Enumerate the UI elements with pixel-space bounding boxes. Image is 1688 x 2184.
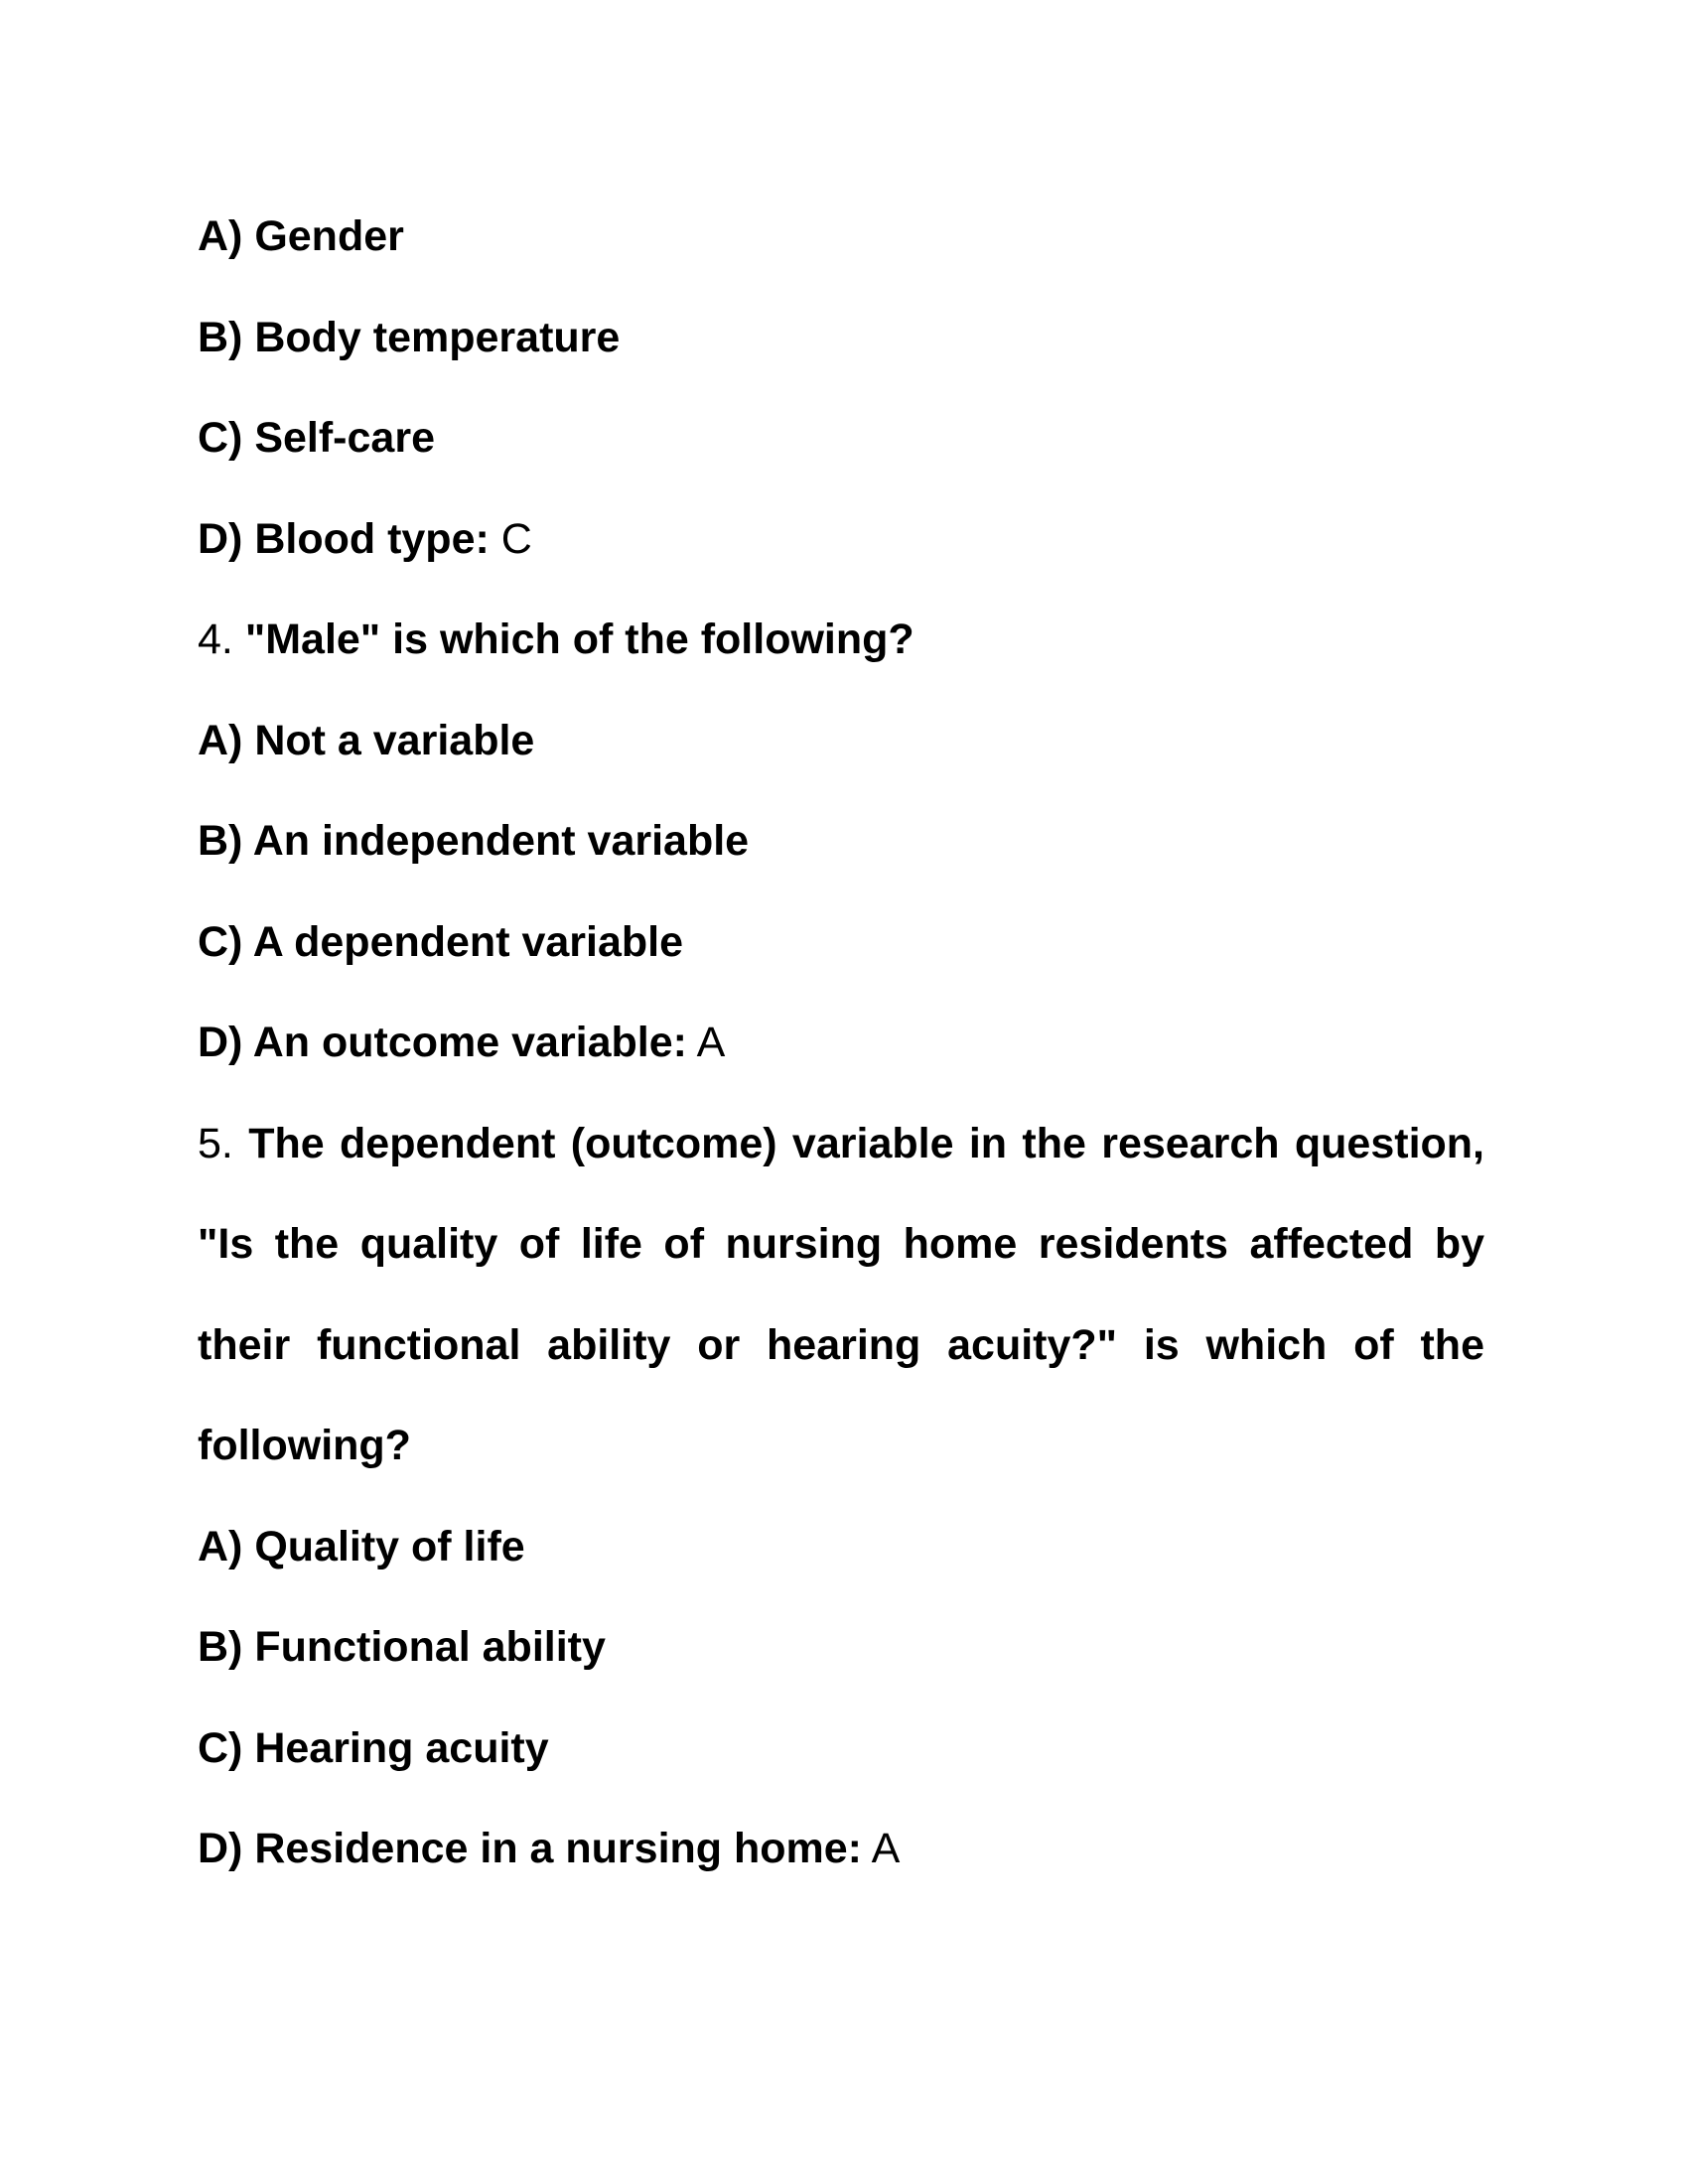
q5-text: The dependent (outcome) variable in the research question, "Is the quality of life of nursing home residents affected by their functional ability or hearing acuity?" is which of the following? <box>198 1119 1485 1469</box>
q3-option-d-label: D) Blood type: <box>198 514 490 563</box>
q5-question <box>198 1094 1484 1497</box>
q4-question <box>198 590 1484 691</box>
document-page <box>198 187 1484 1900</box>
q4-number: 4. <box>198 615 233 663</box>
q5-option-c: C) Hearing acuity <box>198 1723 549 1772</box>
q3-option-d <box>198 489 1484 591</box>
q4-option-d-label: D) An outcome variable: <box>198 1019 687 1066</box>
q4-option-b: B) An independent variable <box>198 817 750 865</box>
q5-option-d-label: D) Residence in a nursing home: <box>198 1825 862 1872</box>
q4-option-a: A) Not a variable <box>198 716 535 764</box>
q4-text: "Male" is which of the following? <box>244 615 914 663</box>
q5-answer: A <box>871 1825 901 1872</box>
q5-number: 5. <box>198 1119 233 1167</box>
q3-answer: C <box>500 514 532 563</box>
q4-option-d <box>198 993 1484 1094</box>
q3-option-c: C) Self-care <box>198 414 435 462</box>
q5-option-a: A) Quality of life <box>198 1522 525 1570</box>
q3-option-a: A) Gender <box>198 212 404 260</box>
q5-option-d <box>198 1799 1484 1900</box>
q4-answer: A <box>696 1019 726 1066</box>
q3-option-b: B) Body temperature <box>198 313 621 361</box>
q4-option-c: C) A dependent variable <box>198 917 684 966</box>
q5-option-b: B) Functional ability <box>198 1623 606 1671</box>
